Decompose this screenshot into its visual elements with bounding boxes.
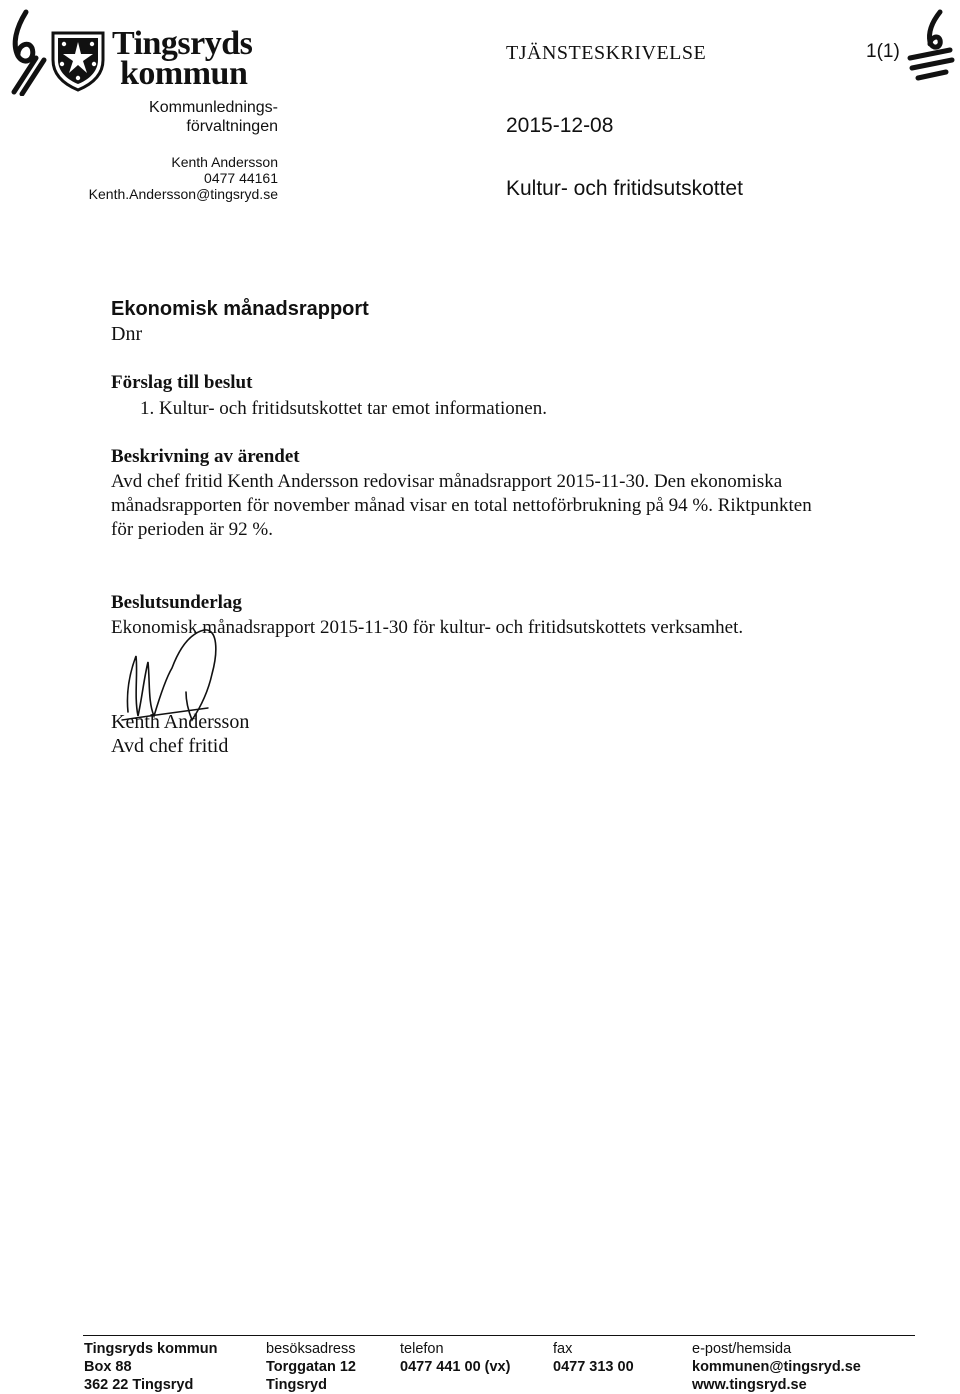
department-line: förvaltningen [186,118,278,135]
footer-contact [692,1340,861,1394]
footer-org [84,1340,217,1394]
org-name-line2: kommun [120,55,248,92]
footer-phone [400,1340,510,1376]
proposal-item: 1. Kultur- och fritidsutskottet tar emot informationen. [140,398,547,419]
footer-line: 0477 441 00 (vx) [400,1359,511,1375]
contact-name: Kenth Andersson [171,154,278,170]
contact-phone: 0477 44161 [204,170,278,186]
footer-line: 0477 313 00 [553,1359,634,1375]
footer-line: Box 88 [84,1359,132,1375]
document-date: 2015-12-08 [506,114,614,137]
municipality-crest-icon [50,30,106,92]
footer-email[interactable]: kommunen@tingsryd.se [692,1359,861,1375]
page-number: 1(1) [866,41,900,62]
contact-block [18,154,278,202]
description-text: Avd chef fritid Kenth Andersson redovisar månadsrapport 2015-11-30. Den ekonomiska månadsrapporten för november månad visar en total nettoförbrukning på 94 %. Riktpunkten för perioden är 92 %. [111,471,812,540]
handwritten-mark-right [906,8,956,88]
department-line: Kommunlednings- [149,99,278,116]
footer-label: besöksadress [266,1341,356,1357]
contact-email: Kenth.Andersson@tingsryd.se [88,186,278,202]
document-title: Ekonomisk månadsrapport [111,298,369,320]
footer-divider [83,1335,915,1336]
footer-label: fax [553,1341,573,1357]
footer-label: telefon [400,1341,444,1357]
basis-text: Ekonomisk månadsrapport 2015-11-30 för kultur- och fritidsutskottets verksamhet. [111,617,744,638]
footer-line: 362 22 Tingsryd [84,1377,194,1393]
committee-name: Kultur- och fritidsutskottet [506,177,743,200]
footer-line: Torggatan 12 [266,1359,356,1375]
footer-label: e-post/hemsida [692,1341,792,1357]
footer-website[interactable]: www.tingsryd.se [692,1377,807,1393]
basis-heading: Beslutsunderlag [111,592,242,613]
handwritten-mark-left [6,8,50,96]
dnr-label: Dnr [111,323,143,345]
signer-name: Kenth Andersson [111,711,250,733]
document-type: TJÄNSTESKRIVELSE [506,42,707,64]
footer-visit-address [266,1340,356,1394]
footer-line: Tingsryds kommun [84,1341,218,1357]
description-heading: Beskrivning av ärendet [111,446,300,467]
footer-line: Tingsryd [266,1377,327,1393]
department [78,98,278,136]
footer-fax [553,1340,634,1376]
proposal-heading: Förslag till beslut [111,372,253,393]
org-name-line1: Tingsryds [112,25,253,62]
signer-role: Avd chef fritid [111,735,229,757]
